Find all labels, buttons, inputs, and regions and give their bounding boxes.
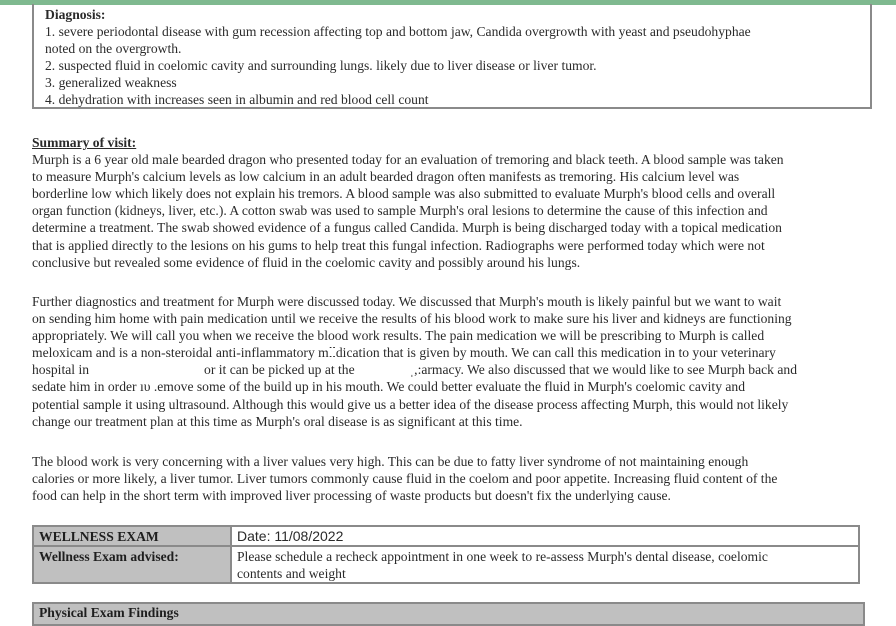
physical-exam-findings-header: Physical Exam Findings bbox=[32, 602, 865, 626]
table-row bbox=[33, 526, 859, 546]
redacted-text-middle: or it can be picked up at the bbox=[204, 362, 355, 378]
wellness-exam-date: Date: 11/08/2022 bbox=[231, 526, 859, 546]
paragraph-line: change our treatment plan at this time as Murph's oral disease is as significant at this time. bbox=[32, 413, 523, 429]
paragraph-line-redacted bbox=[32, 361, 872, 378]
paragraph-line: borderline low which likely does not explain his tremors. A blood sample was also submitted to evaluate Murph's blood cells and overall bbox=[32, 186, 776, 202]
diagnosis-item-continued: noted on the overgrowth. bbox=[45, 41, 182, 56]
paragraph-line: The blood work is very concerning with a liver values very high. This can be due to fatty liver syndrome of not maintaining enough bbox=[32, 454, 749, 469]
paragraph-line: appropriately. We will call you when we receive the blood work results. The pain medication we will be prescribing to Murph is called bbox=[32, 328, 765, 344]
summary-paragraph-1 bbox=[32, 151, 872, 271]
wellness-exam-header: WELLNESS EXAM bbox=[33, 526, 231, 546]
redacted-text-prefix: hospital in bbox=[32, 362, 90, 378]
wellness-exam-advised-value bbox=[231, 546, 859, 583]
wellness-exam-advised-label: Wellness Exam advised: bbox=[33, 546, 231, 583]
summary-heading: Summary of visit: bbox=[32, 135, 137, 150]
paragraph-line: potential sample it using ultrasound. Although this would give us a better idea of the disease process affecting Murph, this would not likely bbox=[32, 396, 789, 412]
paragraph-line: Murph is a 6 year old male bearded dragon who presented today for an evaluation of tremoring and black teeth. A blood sample was taken bbox=[32, 152, 784, 168]
summary-section bbox=[32, 134, 872, 271]
wellness-exam-table bbox=[32, 525, 860, 584]
diagnosis-title: Diagnosis: bbox=[45, 7, 106, 22]
diagnosis-item: 2. suspected fluid in coelomic cavity and surrounding lungs. likely due to liver disease or liver tumor. bbox=[45, 58, 597, 73]
summary-paragraph-3 bbox=[32, 453, 872, 504]
summary-paragraph-2 bbox=[32, 293, 872, 430]
diagnosis-item: 4. dehydration with increases seen in albumin and red blood cell count bbox=[45, 92, 429, 107]
diagnosis-box bbox=[32, 4, 872, 109]
paragraph-line: conclusive but revealed some evidence of fluid in the coelomic cavity and possibly around his lungs. bbox=[32, 254, 581, 270]
redacted-region bbox=[355, 365, 410, 377]
paragraph-line: that is applied directly to the lesions on his gums to help treat this fungal infection. Radiographs were performed today which were not bbox=[32, 237, 765, 253]
paragraph-line: determine a treatment. The swab showed evidence of a fungus called Candida. Murph is being discharged today with a topical medication bbox=[32, 220, 782, 236]
diagnosis-item: 1. severe periodontal disease with gum recession affecting top and bottom jaw, Candida overgrowth with yeast and pseudohyphae bbox=[45, 24, 751, 39]
paragraph-line: food can help in the short term with improved liver processing of waste products but doesn't fix the underlying cause. bbox=[32, 488, 671, 504]
paragraph-line: on sending him home with pain medication until we receive the results of his blood work to make sure his liver and kidneys are functioning bbox=[32, 311, 792, 327]
paragraph-line: organ function (kidneys, liver, etc.). A cotton swab was used to sample Murph's oral lesions to determine the cause of this infection and bbox=[32, 203, 768, 219]
redacted-text-suffix: ˌ,:armacy. We also discussed that we would like to see Murph back and bbox=[409, 362, 797, 378]
redacted-region bbox=[89, 365, 204, 377]
table-row bbox=[33, 546, 859, 583]
paragraph-line: to measure Murph's calcium levels as low calcium in an adult bearded dragon often manifests as tremoring. His calcium level was bbox=[32, 169, 740, 185]
advised-text-line: Please schedule a recheck appointment in one week to re-assess Murph's dental disease, coelomic bbox=[237, 549, 768, 564]
paragraph-line: Further diagnostics and treatment for Murph were discussed today. We discussed that Murph's mouth is likely painful but we want to wait bbox=[32, 294, 782, 309]
paragraph-line: meloxicam and is a non-steroidal anti-inflammatory mⵆdication that is given by mouth. We can call this medication in to your veterinary bbox=[32, 345, 776, 361]
paragraph-line: sedate him in order ıυ .emove some of the build up in his mouth. We could better evaluate the fluid in Murph's coelomic cavity and bbox=[32, 379, 746, 395]
diagnosis-item: 3. generalized weakness bbox=[45, 75, 177, 90]
paragraph-line: calories or more likely, a liver tumor. Liver tumors commonly cause fluid in the coelom and poor appetite. Increasing fluid content of the bbox=[32, 471, 778, 487]
advised-text-line: contents and weight bbox=[237, 566, 346, 581]
